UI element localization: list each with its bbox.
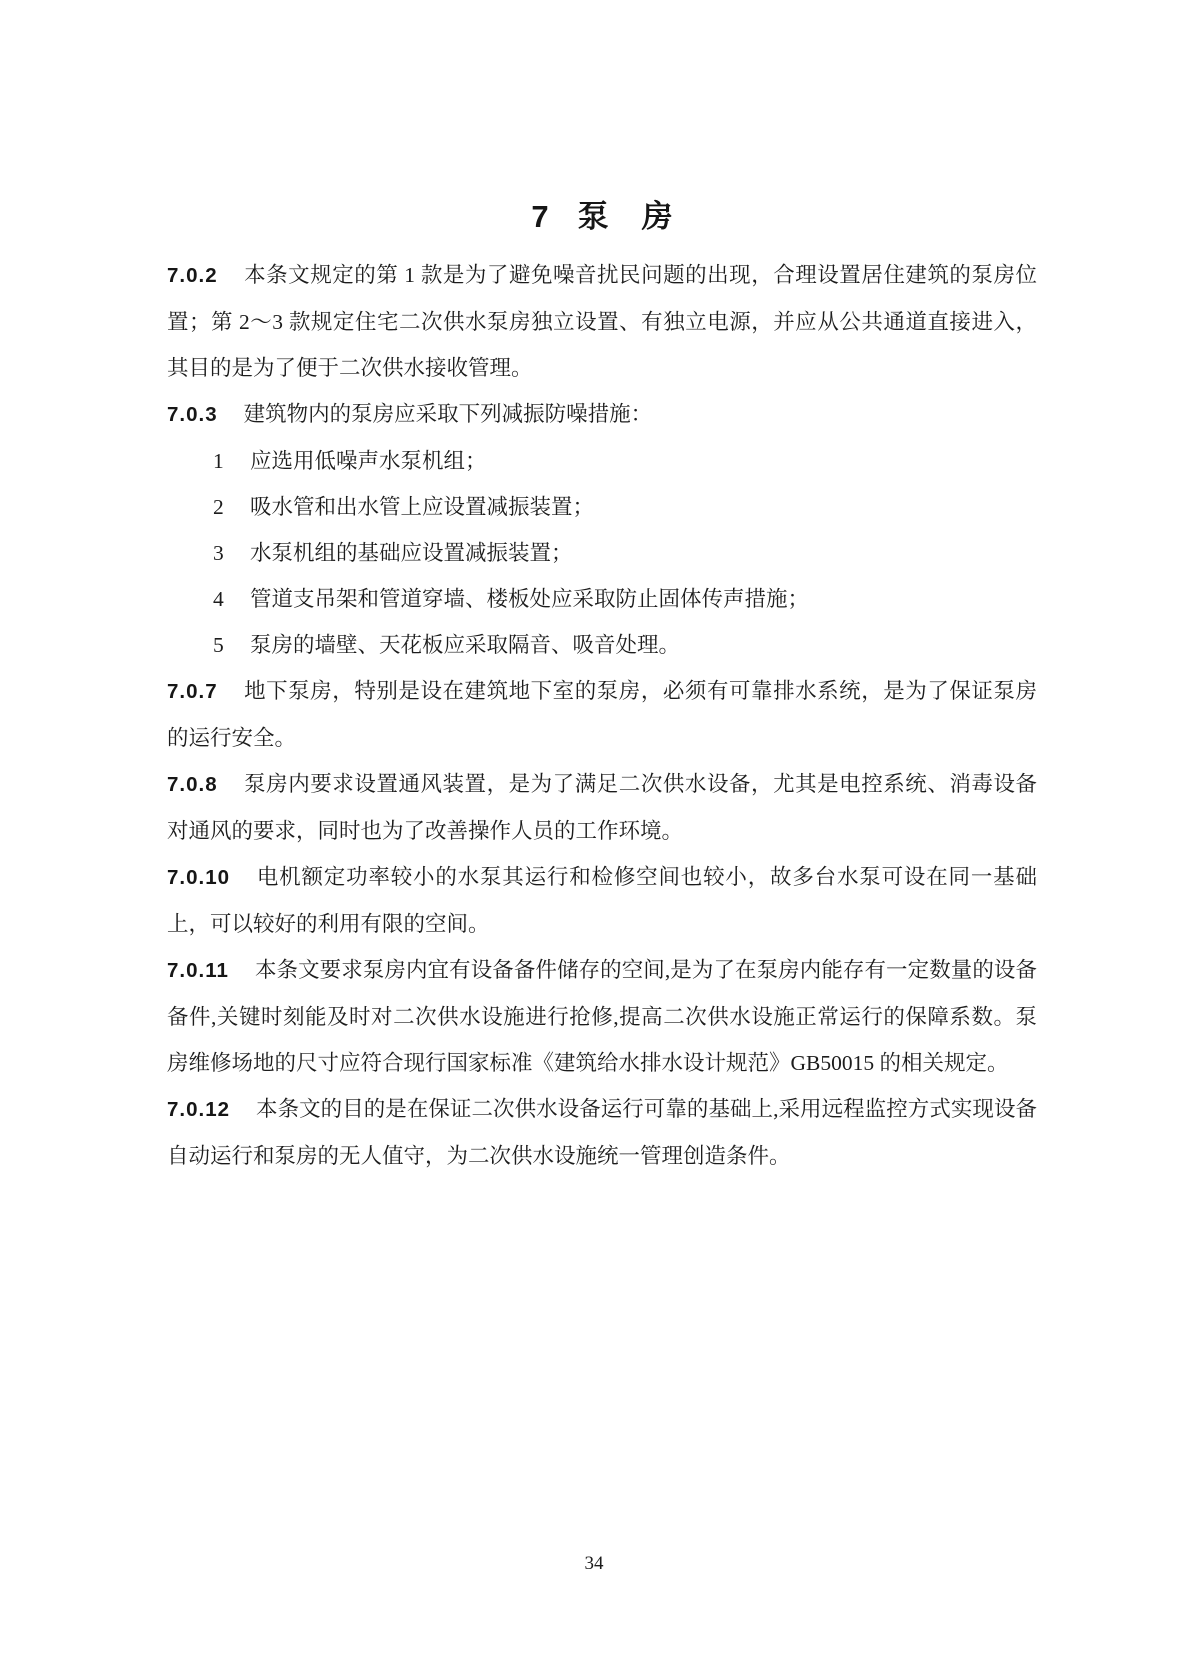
page-number: 34	[584, 1553, 604, 1574]
list-item-text: 应选用低噪声水泵机组；	[250, 449, 487, 473]
list-item-number: 5	[213, 633, 224, 657]
list-item-number: 3	[213, 541, 224, 565]
clause-text: 本条文规定的第 1 款是为了避免噪音扰民问题的出现，合理设置居住建筑的泵房位置；第 2～3 款规定住宅二次供水泵房独立设置、有独立电源，并应从公共通道直接进入，其目的是为了便于二次供水接收管理。	[167, 263, 1037, 380]
clause-7-0-12	[167, 1086, 1037, 1179]
list-item-2	[167, 484, 1037, 530]
list-item-text: 水泵机组的基础应设置减振装置；	[250, 541, 573, 565]
clause-7-0-3	[167, 391, 1037, 438]
list-item-number: 4	[213, 587, 224, 611]
clause-text: 建筑物内的泵房应采取下列减振防噪措施：	[243, 402, 653, 426]
chapter-title	[167, 190, 1037, 244]
clause-7-0-7	[167, 668, 1037, 761]
clause-number: 7.0.7	[167, 680, 218, 703]
clause-number: 7.0.3	[167, 403, 218, 426]
clause-text: 本条文的目的是在保证二次供水设备运行可靠的基础上,采用远程监控方式实现设备自动运行和泵房的无人值守，为二次供水设施统一管理创造条件。	[167, 1097, 1037, 1168]
chapter-number: 7	[531, 199, 549, 234]
clause-number: 7.0.10	[167, 866, 230, 889]
clause-7-0-2	[167, 252, 1037, 391]
chapter-title-char-2: 房	[641, 199, 673, 234]
list-item-number: 1	[213, 449, 224, 473]
clause-text: 本条文要求泵房内宜有设备备件储存的空间,是为了在泵房内能存有一定数量的设备备件,关键时刻能及时对二次供水设施进行抢修,提高二次供水设施正常运行的保障系数。泵房维修场地的尺寸应符合现行国家标准《建筑给水排水设计规范》GB50015 的相关规定。	[167, 958, 1037, 1075]
clause-number: 7.0.12	[167, 1098, 230, 1121]
clause-7-0-8	[167, 761, 1037, 854]
clause-7-0-11	[167, 947, 1037, 1086]
list-item-3	[167, 530, 1037, 576]
list-item-number: 2	[213, 495, 224, 519]
list-item-text: 吸水管和出水管上应设置减振装置；	[250, 495, 595, 519]
clause-text: 泵房内要求设置通风装置，是为了满足二次供水设备，尤其是电控系统、消毒设备对通风的要求，同时也为了改善操作人员的工作环境。	[167, 772, 1037, 843]
chapter-title-char-1: 泵	[577, 199, 609, 234]
list-item-4	[167, 576, 1037, 622]
clause-number: 7.0.2	[167, 264, 218, 287]
clause-number: 7.0.8	[167, 773, 218, 796]
list-item-text: 管道支吊架和管道穿墙、楼板处应采取防止固体传声措施；	[250, 587, 810, 611]
clause-7-0-10	[167, 854, 1037, 947]
list-item-text: 泵房的墙壁、天花板应采取隔音、吸音处理。	[250, 633, 681, 657]
clause-text: 地下泵房，特别是设在建筑地下室的泵房，必须有可靠排水系统，是为了保证泵房的运行安全。	[167, 679, 1037, 750]
list-item-1	[167, 438, 1037, 484]
clause-number: 7.0.11	[167, 959, 229, 982]
clause-text: 电机额定功率较小的水泵其运行和检修空间也较小，故多台水泵可设在同一基础上，可以较好的利用有限的空间。	[167, 865, 1037, 936]
list-item-5	[167, 622, 1037, 668]
